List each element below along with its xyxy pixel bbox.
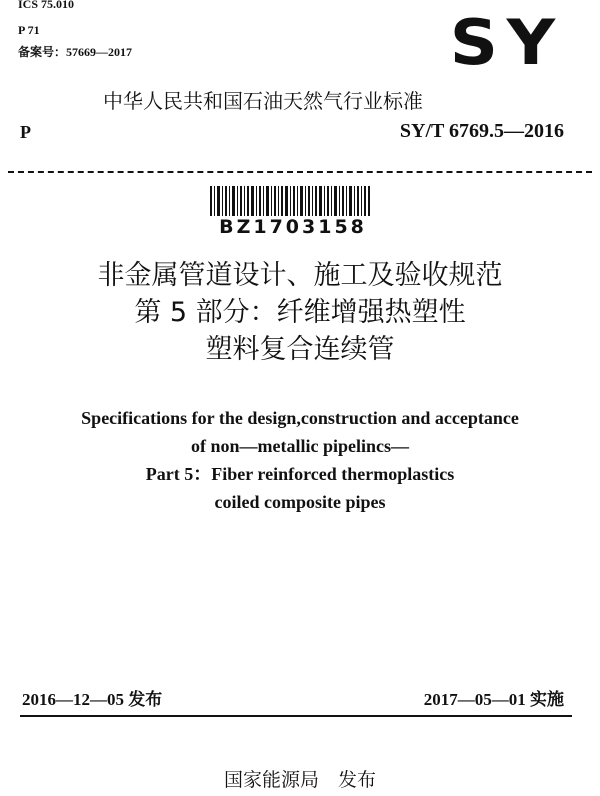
implementation-date: 2017—05—01 实施 [423,690,564,709]
issue-date: 2016—12—05 发布 [22,690,163,709]
english-title-line-1: Specifications for the design,construction and acceptance [81,408,519,428]
chinese-title-line-2: 第 5 部分：纤维增强热塑性 [134,297,466,328]
standard-number: SY/T 6769.5—2016 [399,120,564,142]
english-title-line-4: coiled composite pipes [214,492,386,512]
footer-rule [20,715,572,717]
issuing-authority: 国家能源局 发布 [223,769,376,791]
barcode-image [210,186,370,216]
p-code: P 71 [18,23,40,37]
standard-system-name: 中华人民共和国石油天然气行业标准 [103,89,423,113]
chinese-title-line-1: 非金属管道设计、施工及验收规范 [97,260,503,291]
english-title-line-3: Part 5：Fiber reinforced thermoplastics [145,464,455,484]
chinese-title-line-3: 塑料复合连续管 [205,334,395,365]
classification-code: P [20,122,31,142]
filing-number: 备案号：57669—2017 [18,45,133,59]
dashed-divider [8,171,592,173]
sy-logo: SY [450,6,565,79]
barcode-number: BZ1703158 [219,216,367,238]
ics-code: ICS 75.010 [18,0,75,11]
english-title-line-2: of non—metallic pipelincs— [190,436,409,456]
